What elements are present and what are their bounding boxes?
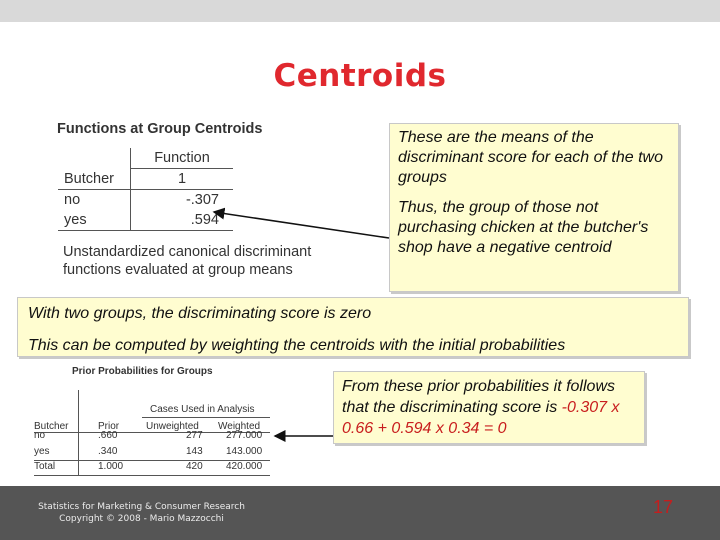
callout-line-2: This can be computed by weighting the centroids with the initial probabilities (28, 337, 566, 354)
prior-value: 1.000 (98, 461, 124, 472)
col-butcher: Butcher (34, 421, 69, 432)
prior-row-label: Total (34, 461, 56, 472)
callout-line-1: With two groups, the discriminating score is zero (28, 305, 372, 322)
functions-table-heading: Functions at Group Centroids (57, 121, 263, 137)
weighted-value: 143.000 (226, 446, 263, 457)
col-unweighted: Unweighted (146, 421, 199, 432)
callout-text: From these prior probabilities it follows that the discriminating score is (342, 378, 615, 416)
prior-value: .340 (98, 446, 118, 457)
note-line-1: Unstandardized canonical discriminant (63, 244, 312, 260)
callout-paragraph-2: Thus, the group of those not purchasing chicken at the butcher's shop have a negative centroid (398, 199, 649, 256)
page-number: 17 (653, 497, 674, 517)
prior-row-label: yes (34, 446, 50, 457)
footer-copyright (34, 501, 249, 525)
note-line-2: functions evaluated at group means (63, 262, 293, 278)
footer-line-2: Copyright © 2008 - Mario Mazzocchi (59, 514, 224, 524)
callout-paragraph-1: These are the means of the discriminant score for each of the two groups (398, 129, 664, 186)
unweighted-value: 143 (186, 446, 203, 457)
col-weighted: Weighted (218, 421, 261, 432)
function-number: 1 (131, 169, 234, 190)
function-header: Function (131, 148, 234, 169)
weighted-value: 420.000 (226, 461, 263, 472)
butcher-row-header: Butcher (58, 169, 131, 190)
unweighted-value: 420 (186, 461, 203, 472)
col-prior: Prior (98, 421, 120, 432)
prior-value: .660 (98, 430, 118, 441)
slide-title: Centroids (273, 58, 447, 94)
weighted-value: 277.000 (226, 430, 263, 441)
row-label-yes: yes (58, 210, 131, 231)
cases-header: Cases Used in Analysis (150, 404, 255, 415)
prior-table-heading: Prior Probabilities for Groups (72, 366, 213, 377)
arrow-to-centroid (214, 212, 389, 238)
centroid-yes: .594 (131, 210, 234, 231)
unweighted-value: 277 (186, 430, 203, 441)
prior-row-label: no (34, 430, 46, 441)
callout-formula: -0.307 x 0.66 + 0.594 x 0.34 = 0 (342, 399, 620, 437)
footer-line-1: Statistics for Marketing & Consumer Research (38, 502, 245, 512)
row-label-no: no (58, 190, 131, 211)
centroid-no: -.307 (185, 192, 219, 208)
